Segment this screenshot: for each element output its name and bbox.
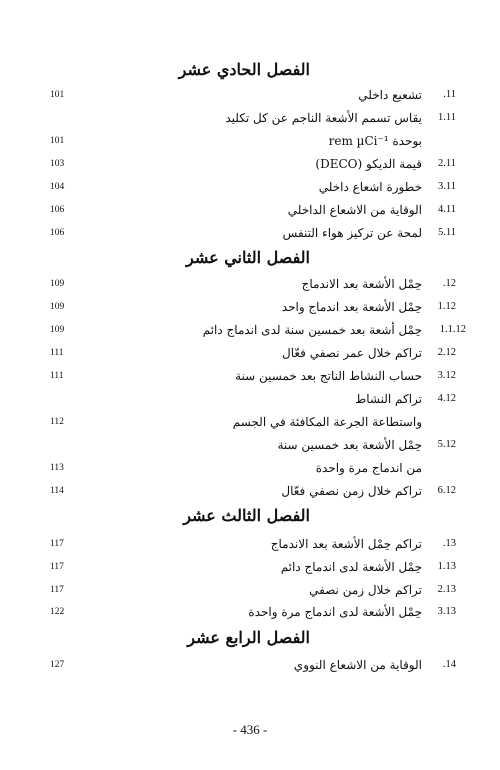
- section-title: حساب النشاط الناتج بعد خمسين سنة: [235, 369, 422, 383]
- chapter-12-heading: الفصل الثاني عشر: [185, 248, 310, 267]
- page-ref: 111: [50, 348, 64, 358]
- page-number: - 436 -: [232, 722, 268, 737]
- section-number: 1.13: [437, 561, 456, 572]
- toc-row: [0, 658, 500, 676]
- page-ref: 117: [50, 539, 64, 549]
- section-title: قيمة الديكو (DECO): [315, 157, 422, 171]
- section-number: 4.12: [437, 393, 456, 404]
- section-title: حِمْل الأشعة بعد اندماج واحد: [281, 300, 422, 314]
- section-title: تراكم خلال زمن نصفي: [309, 583, 422, 597]
- page-ref: 114: [50, 486, 64, 496]
- section-title: واستطاعة الجرعة المكافئة في الجسم: [232, 415, 422, 429]
- section-number: 3.12: [437, 370, 456, 381]
- section-number: 6.12: [437, 485, 456, 496]
- toc-row: [0, 300, 500, 318]
- section-title: لمحة عن تركيز هواء التنفس: [282, 226, 422, 240]
- section-title: حِمْل الأشعة لدى اندماج مرة واحدة: [248, 605, 422, 619]
- toc-row: [0, 180, 500, 198]
- section-number: .13: [442, 538, 456, 549]
- section-number: 2.12: [437, 347, 456, 358]
- section-number: 5.11: [438, 227, 456, 238]
- section-title: الوقاية من الاشعاع النووي: [293, 658, 422, 672]
- section-number: 5.12: [437, 439, 456, 450]
- section-title: تراكم خلال عمر نصفي فعّال: [282, 346, 422, 360]
- section-number: 3.11: [438, 181, 456, 192]
- toc-row: [0, 134, 500, 152]
- toc-row: [0, 392, 500, 410]
- section-title: تراكم خلال زمن نصفي فعّال: [281, 484, 422, 498]
- section-title: حِمْل أشعة بعد خمسين سنة لدى اندماج دائم: [202, 323, 422, 337]
- section-number: 3.13: [437, 606, 456, 617]
- toc-row: [0, 484, 500, 502]
- page-ref: 117: [50, 585, 64, 595]
- toc-row: [0, 157, 500, 175]
- page-ref: 101: [50, 136, 65, 146]
- toc-row: [0, 277, 500, 295]
- toc-row: [0, 323, 500, 341]
- section-number: 4.11: [438, 204, 456, 215]
- section-title: حِمْل الأشعة بعد خمسين سنة: [277, 438, 422, 452]
- section-title: بوحدة rem µCi⁻¹: [328, 134, 422, 148]
- toc-row: [0, 346, 500, 364]
- page-ref: 106: [50, 228, 65, 238]
- section-title: تراكم حِمْل الأشعة بعد الاندماج: [270, 537, 422, 551]
- page-ref: 111: [50, 371, 64, 381]
- toc-row: [0, 88, 500, 106]
- section-title: تشعيع داخلي: [358, 88, 422, 102]
- section-number: 2.13: [437, 584, 456, 595]
- section-title: الوقاية من الاشعاع الداخلي: [287, 203, 422, 217]
- toc-row: [0, 415, 500, 433]
- section-number: 1.1.12: [439, 324, 466, 335]
- toc-row: [0, 369, 500, 387]
- section-title: تراكم النشاط: [355, 392, 422, 406]
- chapter-14-heading: الفصل الرابع عشر: [187, 628, 310, 647]
- section-title: حِمْل الأشعة لدى اندماج دائم: [280, 560, 422, 574]
- toc-row: [0, 583, 500, 601]
- page-ref: 117: [50, 562, 64, 572]
- section-number: 2.11: [438, 158, 456, 169]
- section-number: 1.11: [438, 112, 456, 123]
- section-title: من اندماج مرة واحدة: [315, 461, 422, 475]
- page-ref: 109: [50, 325, 65, 335]
- page-ref: 104: [50, 182, 65, 192]
- chapter-11-heading: الفصل الحادي عشر: [178, 60, 310, 79]
- chapter-13-heading: الفصل الثالث عشر: [183, 506, 310, 525]
- section-number: .12: [442, 278, 456, 289]
- toc-row: [0, 560, 500, 578]
- page-ref: 122: [50, 607, 65, 617]
- section-title: حِمْل الأشعة بعد الاندماج: [301, 277, 422, 291]
- page-ref: 113: [50, 463, 64, 473]
- toc-row: [0, 537, 500, 555]
- toc-row: [0, 438, 500, 456]
- page-ref: 101: [50, 90, 65, 100]
- page-ref: 109: [50, 302, 65, 312]
- page-ref: 127: [50, 660, 65, 670]
- toc-row: [0, 605, 500, 623]
- section-number: .11: [443, 89, 456, 100]
- toc-row: [0, 111, 500, 129]
- page-ref: 112: [50, 417, 64, 427]
- page-ref: 106: [50, 205, 65, 215]
- section-number: .14: [442, 659, 456, 670]
- section-number: 1.12: [437, 301, 456, 312]
- toc-row: [0, 203, 500, 221]
- toc-row: [0, 226, 500, 244]
- section-title: يقاس تسمم الأشعة الناجم عن كل تكليد: [225, 111, 422, 125]
- toc-row: [0, 461, 500, 479]
- page-ref: 103: [50, 159, 65, 169]
- section-title: خطورة اشعاع داخلي: [318, 180, 422, 194]
- page-ref: 109: [50, 279, 65, 289]
